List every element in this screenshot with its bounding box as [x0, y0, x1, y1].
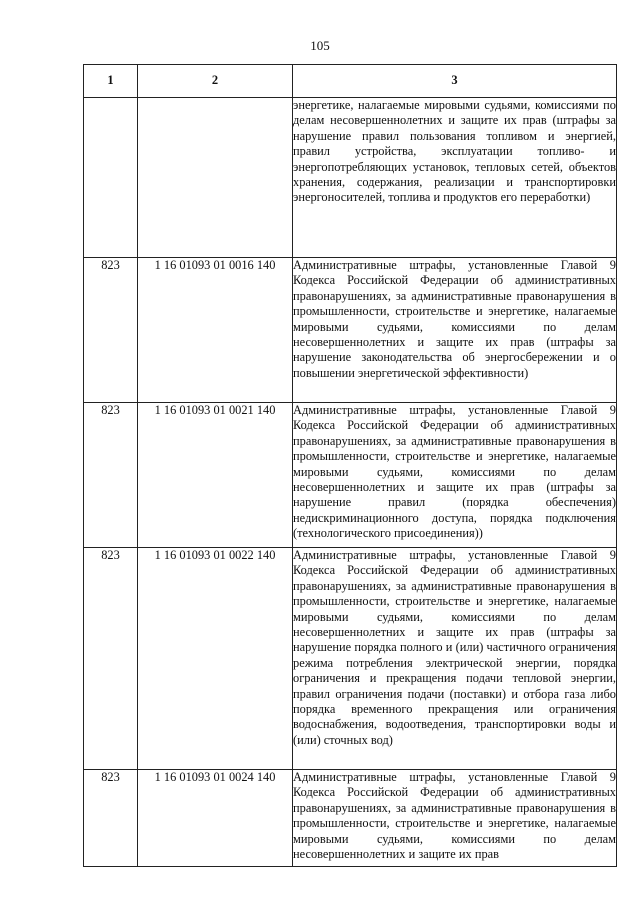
- admin-code-cell: 823: [84, 258, 138, 403]
- admin-code-cell: [84, 98, 138, 258]
- budget-code-cell: 1 16 01093 01 0022 140: [138, 548, 293, 770]
- admin-code-cell: 823: [84, 403, 138, 548]
- column-header-1: 1: [84, 65, 138, 98]
- table-row: [84, 403, 617, 548]
- admin-code-cell: 823: [84, 548, 138, 770]
- budget-codes-table: [83, 64, 617, 867]
- description-cell: Административные штрафы, установленные Главой 9 Кодекса Российской Федерации об административных правонарушениях, за административные правонарушения в промышленности, строительстве и энергетике, налагаемые мировыми судьями, комиссиями по делам несовершеннолетних и защите их прав: [293, 770, 617, 867]
- description-cell: энергетике, налагаемые мировыми судьями, комиссиями по делам несовершеннолетних и защите их прав (штрафы за нарушение правил пользования топливом и энергией, правил устройства, эксплуатации топливо- и энергопотребляющих установок, тепловых сетей, объектов хранения, содержания, реализации и транспортировки энергоносителей, топлива и продуктов его переработки): [293, 98, 617, 258]
- table-header-row: [84, 65, 617, 98]
- column-header-3: 3: [293, 65, 617, 98]
- column-header-2: 2: [138, 65, 293, 98]
- budget-code-cell: 1 16 01093 01 0021 140: [138, 403, 293, 548]
- page-number: 105: [310, 38, 330, 53]
- budget-code-cell: [138, 98, 293, 258]
- description-cell: Административные штрафы, установленные Главой 9 Кодекса Российской Федерации об административных правонарушениях, за административные правонарушения в промышленности, строительстве и энергетике, налагаемые мировыми судьями, комиссиями по делам несовершеннолетних и защите их прав (штрафы за нарушение правил (порядка обеспечения) недискриминационного доступа, порядка подключения (технологического присоединения)): [293, 403, 617, 548]
- table-row: [84, 548, 617, 770]
- budget-code-cell: 1 16 01093 01 0024 140: [138, 770, 293, 867]
- description-cell: Административные штрафы, установленные Главой 9 Кодекса Российской Федерации об административных правонарушениях, за административные правонарушения в промышленности, строительстве и энергетике, налагаемые мировыми судьями, комиссиями по делам несовершеннолетних и защите их прав (штрафы за нарушение законодательства об энергосбережении и о повышении энергетической эффективности): [293, 258, 617, 403]
- admin-code-cell: 823: [84, 770, 138, 867]
- table-row: [84, 258, 617, 403]
- table-row: [84, 98, 617, 258]
- budget-code-cell: 1 16 01093 01 0016 140: [138, 258, 293, 403]
- table-row: [84, 770, 617, 867]
- description-cell: Административные штрафы, установленные Главой 9 Кодекса Российской Федерации об административных правонарушениях, за административные правонарушения в промышленности, строительстве и энергетике, налагаемые мировыми судьями, комиссиями по делам несовершеннолетних и защите их прав (штрафы за нарушение порядка полного и (или) частичного ограничения режима потребления электрической энергии, порядка ограничения и прекращения подачи тепловой энергии, правил ограничения подачи (поставки) и отбора газа либо порядка временного прекращения или ограничения водоснабжения, водоотведения, транспортировки воды и (или) сточных вод): [293, 548, 617, 770]
